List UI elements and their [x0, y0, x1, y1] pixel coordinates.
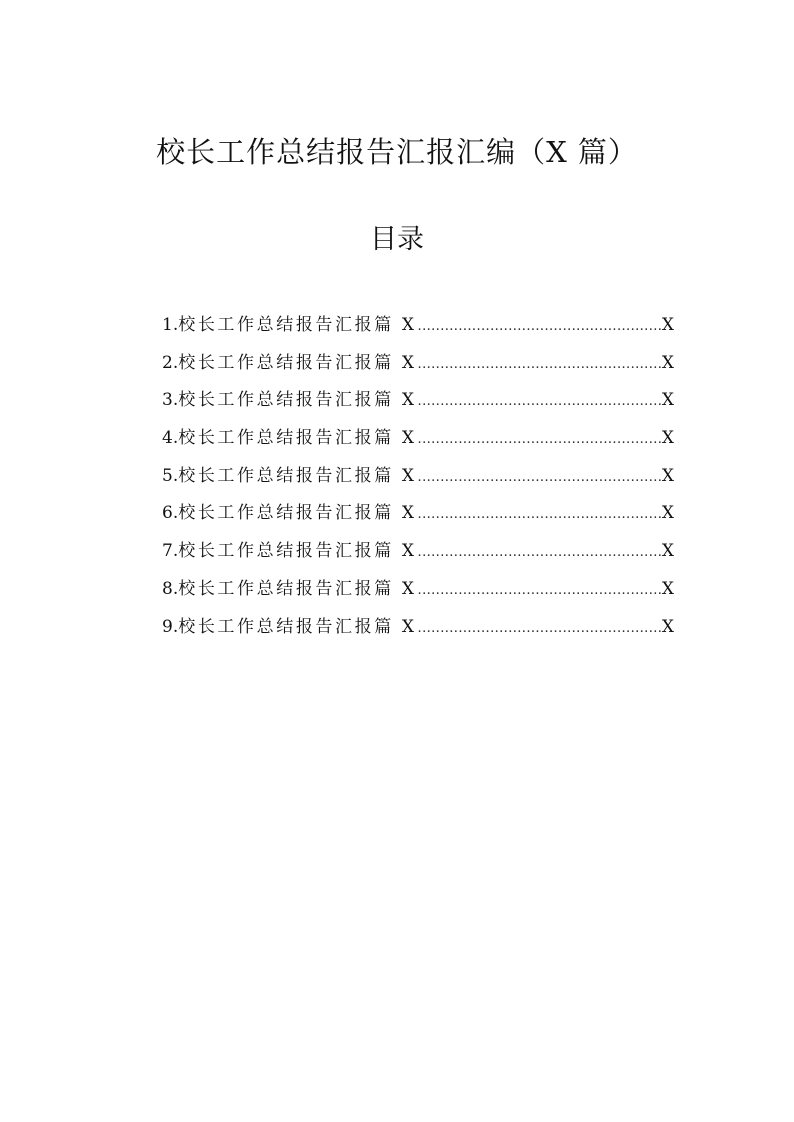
toc-entry-page: X	[661, 541, 674, 562]
toc-entry[interactable]	[162, 574, 674, 612]
toc-entry-title: 校长工作总结报告汇报篇 X	[178, 315, 417, 335]
toc-entry-page: X	[661, 503, 674, 524]
toc-entry-page: X	[661, 352, 674, 373]
toc-entry[interactable]	[162, 461, 674, 499]
toc-entry[interactable]	[162, 348, 674, 386]
toc-entry-number: 3.	[162, 390, 179, 411]
toc-entry-number: 5.	[162, 465, 179, 486]
toc-entry-page: X	[661, 428, 674, 449]
toc-entry-number: 7.	[162, 541, 179, 562]
toc-heading: 目录	[370, 224, 424, 255]
toc-entry-number: 2.	[162, 352, 179, 373]
toc-entry-page: X	[661, 315, 674, 335]
table-of-contents	[162, 310, 674, 649]
toc-dot-leader	[418, 425, 661, 455]
toc-entry-number: 6.	[162, 503, 179, 524]
toc-entry-title: 校长工作总结报告汇报篇 X	[178, 616, 417, 637]
toc-dot-leader	[418, 350, 661, 380]
toc-entry[interactable]	[162, 536, 674, 574]
toc-entry-page: X	[661, 616, 674, 637]
toc-entry-title: 校长工作总结报告汇报篇 X	[178, 390, 417, 411]
toc-entry-number: 4.	[162, 428, 179, 449]
toc-entry-number: 9.	[162, 616, 179, 637]
toc-entry-number: 1.	[162, 315, 179, 335]
toc-dot-leader	[418, 576, 661, 606]
toc-entry-title: 校长工作总结报告汇报篇 X	[178, 352, 417, 373]
toc-entry[interactable]	[162, 612, 674, 650]
toc-entry-title: 校长工作总结报告汇报篇 X	[178, 465, 417, 486]
toc-dot-leader	[418, 614, 661, 644]
toc-entry[interactable]	[162, 498, 674, 536]
toc-entry-page: X	[661, 578, 674, 599]
toc-dot-leader	[418, 500, 661, 530]
document-title: 校长工作总结报告汇报汇编（X 篇）	[156, 135, 638, 169]
toc-entry-title: 校长工作总结报告汇报篇 X	[178, 541, 417, 562]
toc-dot-leader	[418, 387, 661, 417]
toc-entry[interactable]	[162, 310, 674, 348]
toc-dot-leader	[418, 538, 661, 568]
toc-dot-leader	[418, 463, 661, 493]
toc-entry-page: X	[661, 390, 674, 411]
toc-entry[interactable]	[162, 385, 674, 423]
toc-entry-number: 8.	[162, 578, 179, 599]
toc-dot-leader	[418, 312, 661, 342]
toc-entry-page: X	[661, 465, 674, 486]
toc-entry[interactable]	[162, 423, 674, 461]
toc-entry-title: 校长工作总结报告汇报篇 X	[178, 503, 417, 524]
toc-entry-title: 校长工作总结报告汇报篇 X	[178, 578, 417, 599]
toc-entry-title: 校长工作总结报告汇报篇 X	[178, 428, 417, 449]
